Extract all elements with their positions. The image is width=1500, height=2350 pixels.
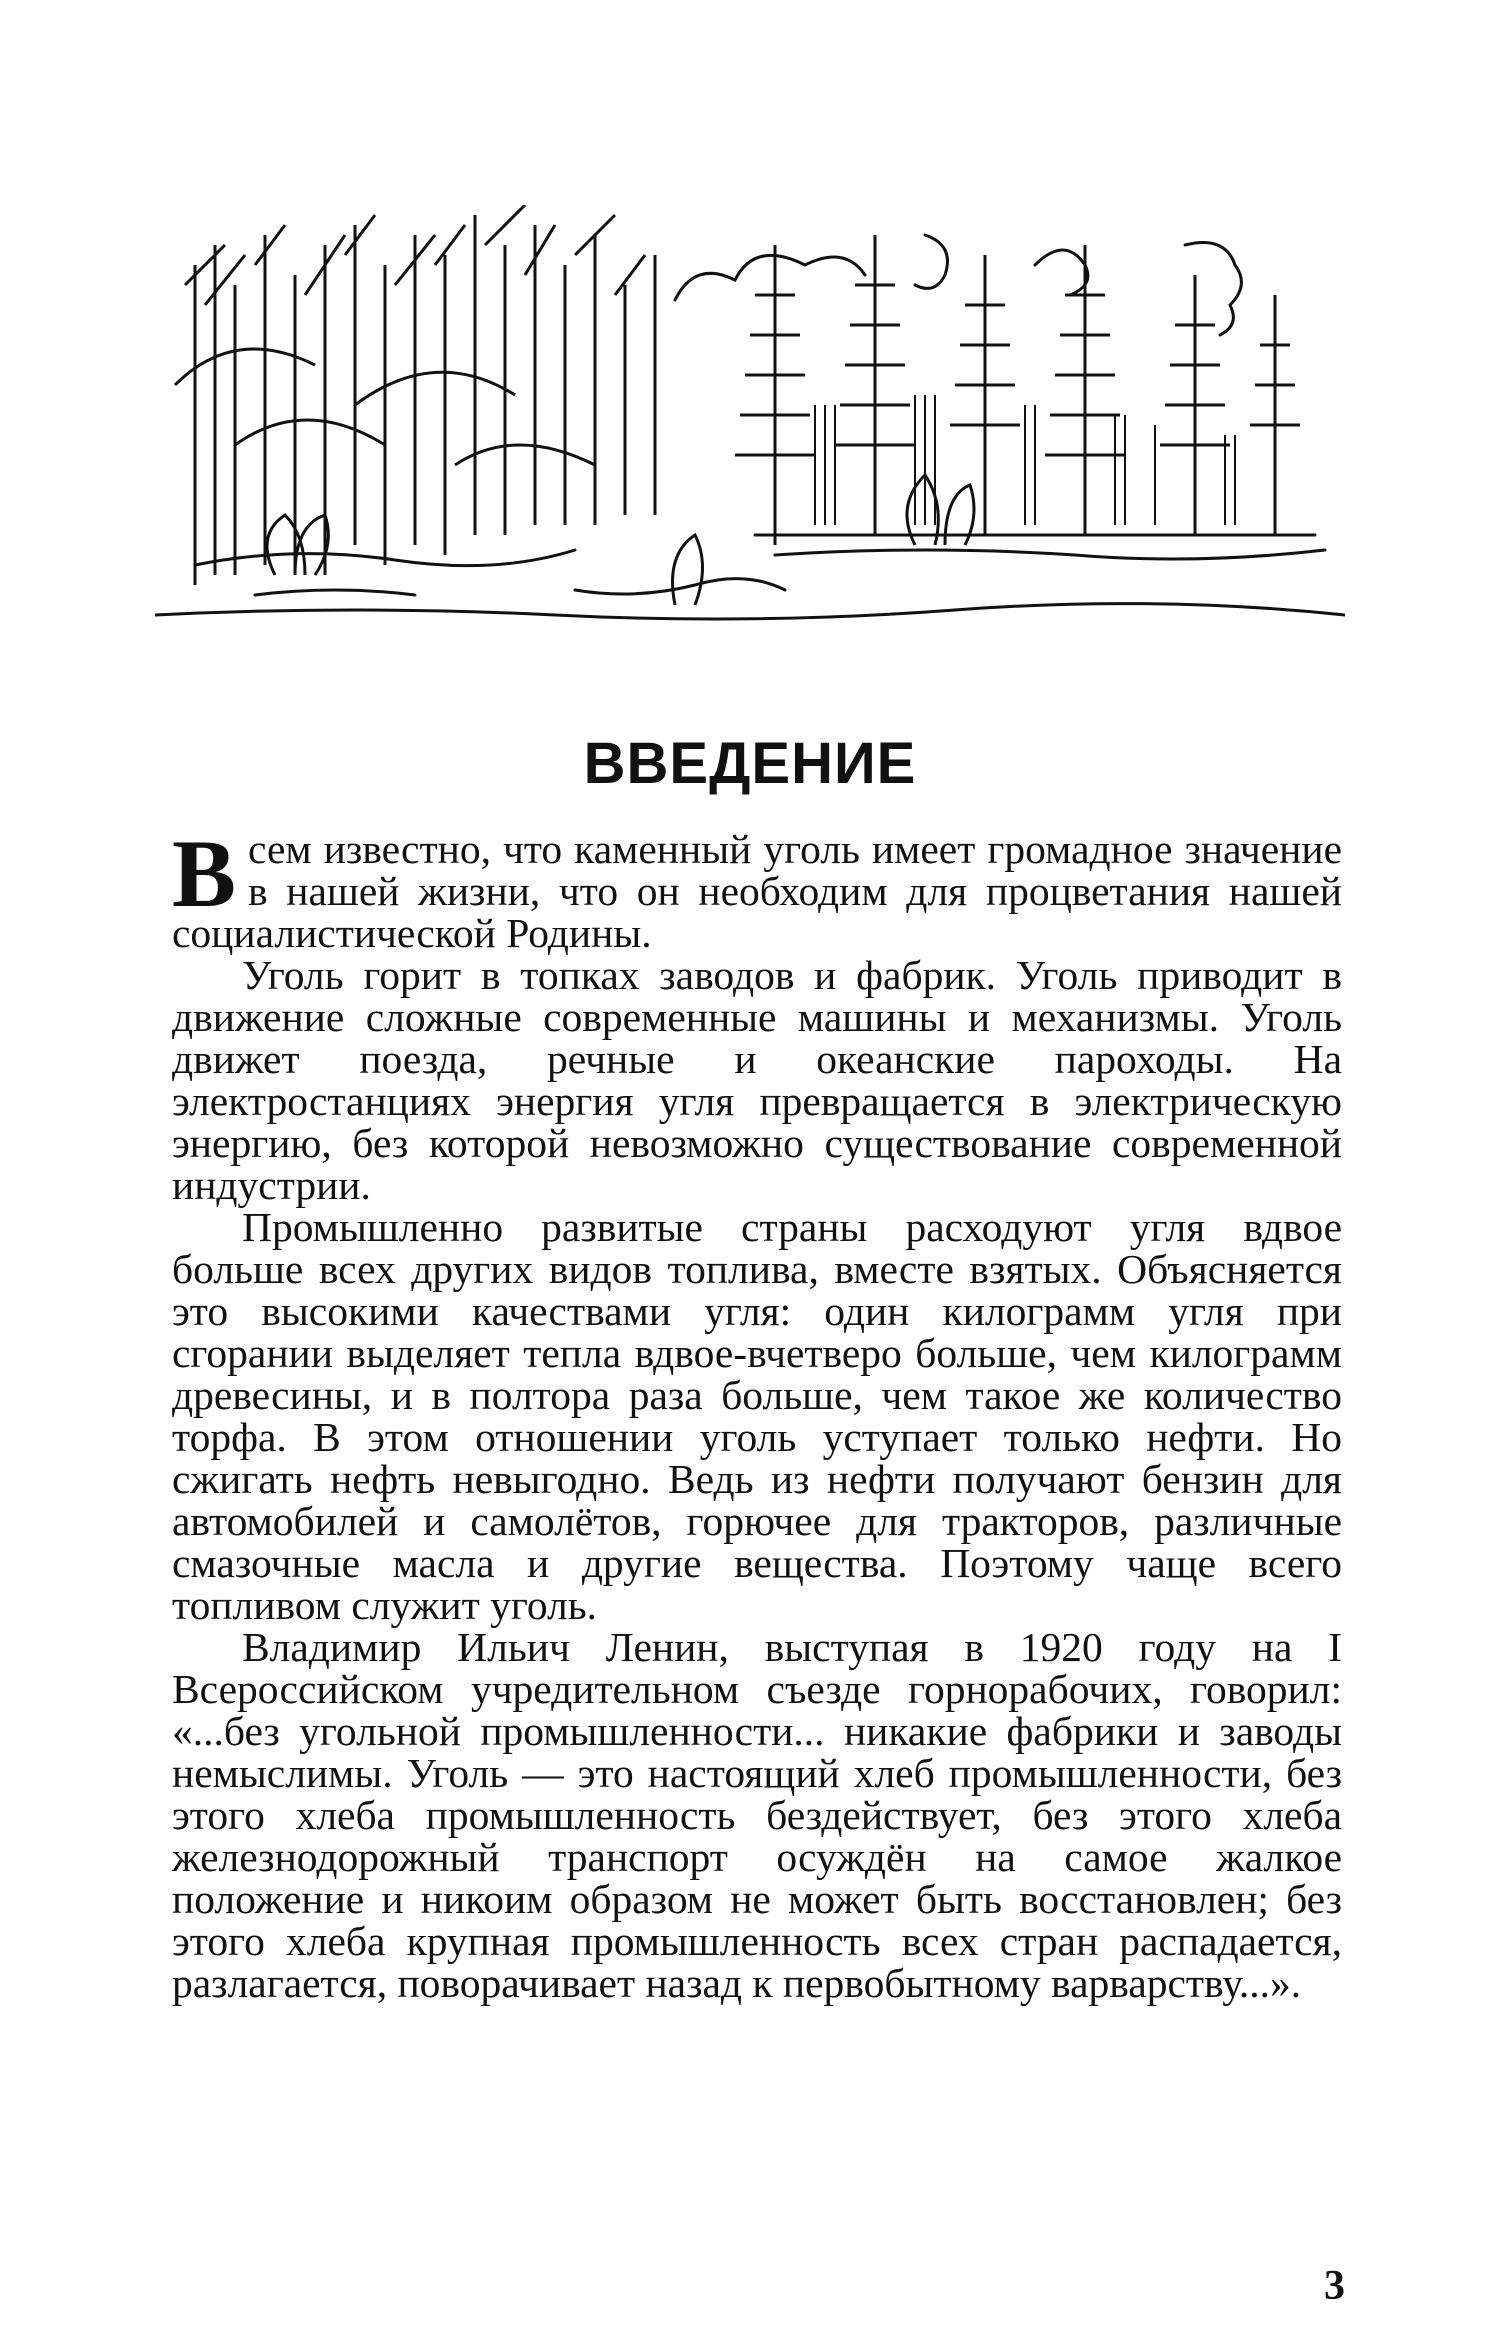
paragraph-text: сем известно, что каменный уголь имеет громадное значение в нашей жизни, что он необходим для процветания нашей социалистической Родины. xyxy=(172,826,1342,956)
paragraph: Промышленно развитые страны расходуют угля вдвое больше всех других видов топлива, вместе взятых. Объясняется это высокими качествами угля: один килограмм угля при сгорании выделяет тепла вдвое-вчетверо больше, чем килограмм древесины, и в полтора раза больше, чем такое же количество торфа. В этом отношении уголь уступает только нефти. Но сжигать нефть невыгодно. Ведь из нефти получают бензин для автомобилей и самолётов, горючее для тракторов, различные смазочные масла и другие вещества. Поэтому чаще всего топливом служит уголь. xyxy=(172,1204,1342,1628)
drop-cap: В xyxy=(172,820,237,927)
forest-illustration xyxy=(155,205,1345,630)
page-number: 3 xyxy=(1324,2263,1345,2309)
body-text xyxy=(172,820,1342,2006)
paragraph: Уголь горит в топках заводов и фабрик. Уголь приводит в движение сложные современные машины и механизмы. Уголь движет поезда, речные и океанские пароходы. На электростанциях энергия угля превращается в электрическую энергию, без которой невозможно существование современной индустрии. xyxy=(172,952,1342,1208)
paragraph xyxy=(172,820,1342,956)
page-title: ВВЕДЕНИЕ xyxy=(583,731,917,796)
paragraph: Владимир Ильич Ленин, выступая в 1920 году на I Всероссийском учредительном съезде горнорабочих, говорил: «...без угольной промышленности... никакие фабрики и заводы немыслимы. Уголь — это настоящий хлеб промышленности, без этого хлеба промышленность бездействует, без этого хлеба железнодорожный транспорт осуждён на самое жалкое положение и никоим образом не может быть восстановлен; без этого хлеба крупная промышленность всех стран распадается, разлагается, поворачивает назад к первобытному варварству...». xyxy=(172,1624,1342,2006)
forest-landscape-icon xyxy=(155,205,1345,630)
